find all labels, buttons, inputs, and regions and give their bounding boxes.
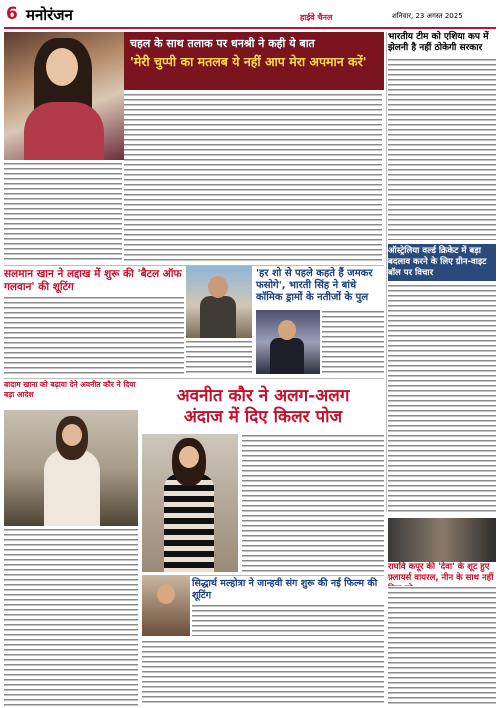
page-number: 6 [6, 4, 18, 24]
top-story-headline-box [124, 32, 384, 90]
avneet-headline [142, 386, 384, 428]
top-story-body [124, 93, 382, 261]
top-story-headline-line2: 'मेरी चुप्पी का मतलब ये नहीं आप मेरा अपमान करें' [130, 54, 367, 69]
tv-story-body [322, 310, 384, 376]
salman-story-body-2 [186, 340, 252, 376]
right-story-2-headline: ऑस्ट्रेलिया वर्ल्ड क्रिकेट में बड़ा बदलाव करने के लिए ग्रीन-वाइट बॉल पर विचार [388, 244, 496, 281]
bottom-right-headline: राघवि कपूर की 'देवा' के शूट हुए फ़्लायर्स वायरल, नीन के साथ नहीं [388, 562, 494, 583]
bottom-right-body [388, 586, 496, 706]
sidharth-story-headline: सिद्धार्थ मल्होत्रा ने जान्हवी संग शुरू की नई फिल्म की शूटिंग [192, 578, 378, 601]
avneet-side-photo [4, 410, 138, 526]
avneet-side-body [4, 528, 138, 706]
right-story-2-body [388, 284, 496, 512]
tv-story-headline: 'हर शो से पहले कहते हैं जमकर फसोगे', भारती सिंह ने बांधे कॉमिक ड्रामों के नतीजों के पुल [256, 268, 373, 303]
bottom-right-photo [388, 518, 496, 562]
top-story-photo [4, 32, 124, 160]
header-rule [4, 27, 496, 29]
avneet-story-body [242, 434, 384, 574]
sidharth-story-body-top [192, 604, 384, 636]
sidharth-story-body [142, 640, 384, 706]
column-divider [386, 32, 387, 512]
right-story-1-body [388, 58, 496, 240]
salman-story-body [4, 296, 184, 376]
tv-photo [256, 310, 320, 374]
top-story-body-left [4, 162, 122, 262]
avneet-main-photo [142, 434, 238, 572]
avneet-headline-line1: अवनीत कौर ने अलग-अलग [176, 386, 350, 406]
sidharth-photo [142, 576, 190, 636]
section-title: मनोरंजन [26, 6, 73, 24]
avneet-headline-line2: अंदाज में दिए किलर पोज [183, 407, 343, 427]
top-story-headline-line1: चहल के साथ तलाक पर धनश्री ने कही ये बात [130, 37, 315, 50]
right-story-1-headline: भारतीय टीम को एशिया कप में झेलनी है नहीं ठोकेगी सरकार [388, 32, 489, 53]
salman-story-headline: सलमान खान ने लद्दाख में शुरू की 'बैटल ऑफ गलवान' की शूटिंग [4, 268, 182, 293]
divider [4, 378, 384, 379]
date-line: शनिवार, 23 अगस्त 2025 [392, 12, 463, 20]
brand-name: हाईवे चैनल [300, 13, 333, 22]
avneet-side-headline: बादाम खाना को बढ़ावा देने अवनीत कौर ने दिया बड़ा आदेश [4, 380, 136, 399]
salman-photo [186, 266, 252, 338]
